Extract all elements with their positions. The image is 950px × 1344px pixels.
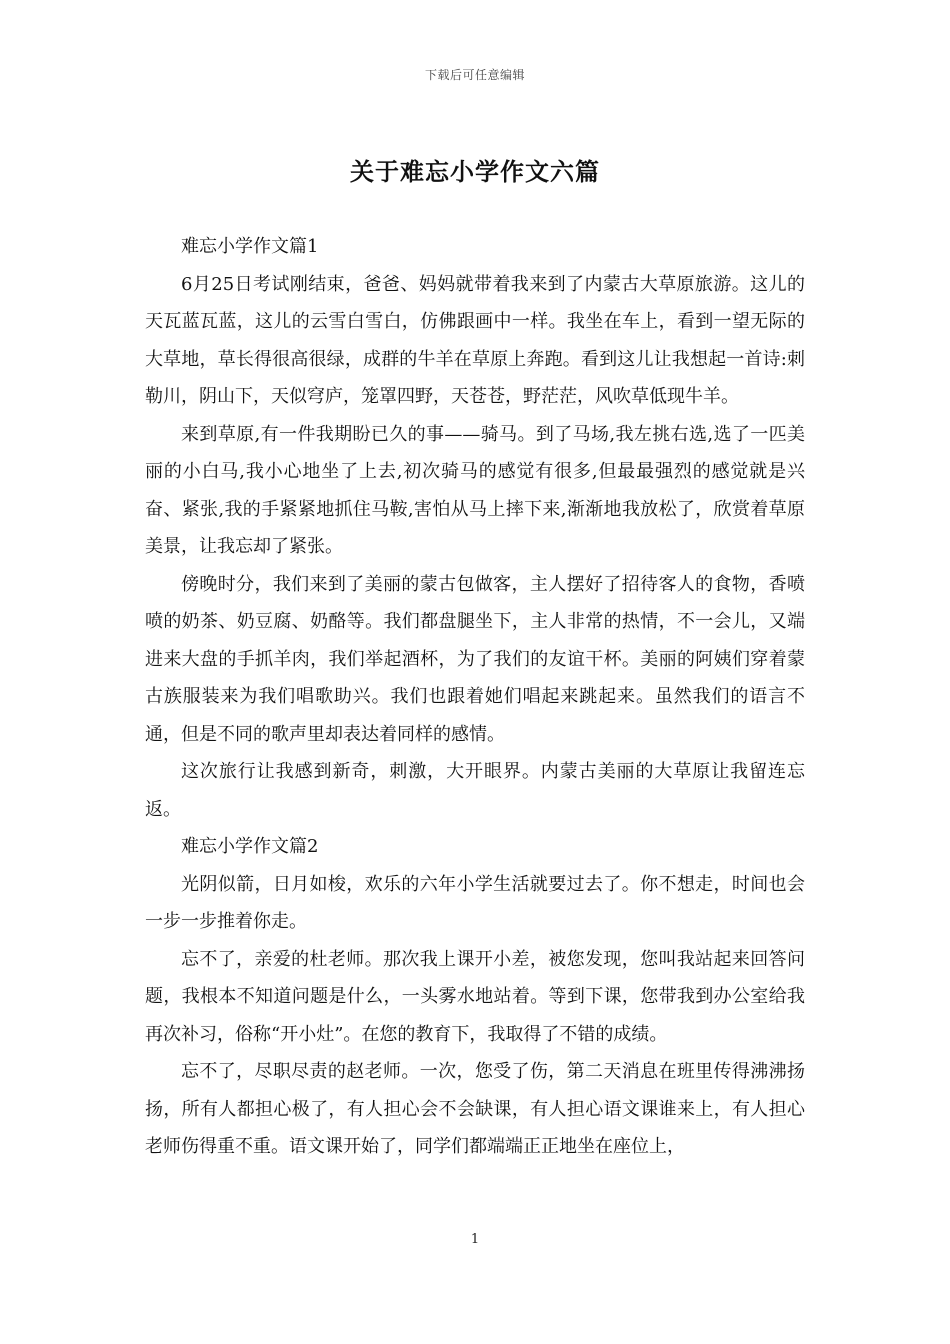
document-body xyxy=(145,228,805,1166)
paragraph: 傍晚时分，我们来到了美丽的蒙古包做客，主人摆好了招待客人的食物，香喷喷的奶茶、奶豆腐、奶酪等。我们都盘腿坐下，主人非常的热情，不一会儿，又端进来大盘的手抓羊肉，我们举起酒杯，为了我们的友谊干杯。美丽的阿姨们穿着蒙古族服装来为我们唱歌助兴。我们也跟着她们唱起来跳起来。虽然我们的语言不通，但是不同的歌声里却表达着同样的感情。 xyxy=(145,573,805,745)
page-number: 1 xyxy=(470,1232,480,1247)
paragraph: 忘不了，尽职尽责的赵老师。一次，您受了伤，第二天消息在班里传得沸沸扬扬，所有人都担心极了，有人担心会不会缺课，有人担心语文课谁来上，有人担心老师伤得重不重。语文课开始了，同学们都端端正正地坐在座位上， xyxy=(145,1061,805,1157)
section-heading-1: 难忘小学作文篇1 xyxy=(181,236,319,257)
header-note: 下载后可任意编辑 xyxy=(424,68,525,82)
paragraph: 6月25日考试刚结束，爸爸、妈妈就带着我来到了内蒙古大草原旅游。这儿的天瓦蓝瓦蓝，这儿的云雪白雪白，仿佛跟画中一样。我坐在车上，看到一望无际的大草地，草长得很高很绿，成群的牛羊在草原上奔跑。看到这儿让我想起一首诗:刺勒川，阴山下，天似穹庐，笼罩四野，天苍苍，野茫茫，风吹草低现牛羊。 xyxy=(145,273,805,407)
section-heading-2: 难忘小学作文篇2 xyxy=(181,836,319,857)
document-title: 关于难忘小学作文六篇 xyxy=(350,157,600,186)
paragraph: 忘不了，亲爱的杜老师。那次我上课开小差，被您发现，您叫我站起来回答问题，我根本不知道问题是什么，一头雾水地站着。等到下课，您带我到办公室给我再次补习，俗称“开小灶”。在您的教育下，我取得了不错的成绩。 xyxy=(145,948,805,1045)
paragraph: 这次旅行让我感到新奇，刺激，大开眼界。内蒙古美丽的大草原让我留连忘返。 xyxy=(145,761,805,820)
paragraph: 来到草原,有一件我期盼已久的事——骑马。到了马场,我左挑右选,选了一匹美丽的小白马,我小心地坐了上去,初次骑马的感觉有很多,但最最强烈的感觉就是兴奋、紧张,我的手紧紧地抓住马鞍,害怕从马上摔下来,渐渐地我放松了，欣赏着草原美景，让我忘却了紧张。 xyxy=(145,423,805,557)
paragraph: 光阴似箭，日月如梭，欢乐的六年小学生活就要过去了。你不想走，时间也会一步一步推着你走。 xyxy=(145,873,805,932)
